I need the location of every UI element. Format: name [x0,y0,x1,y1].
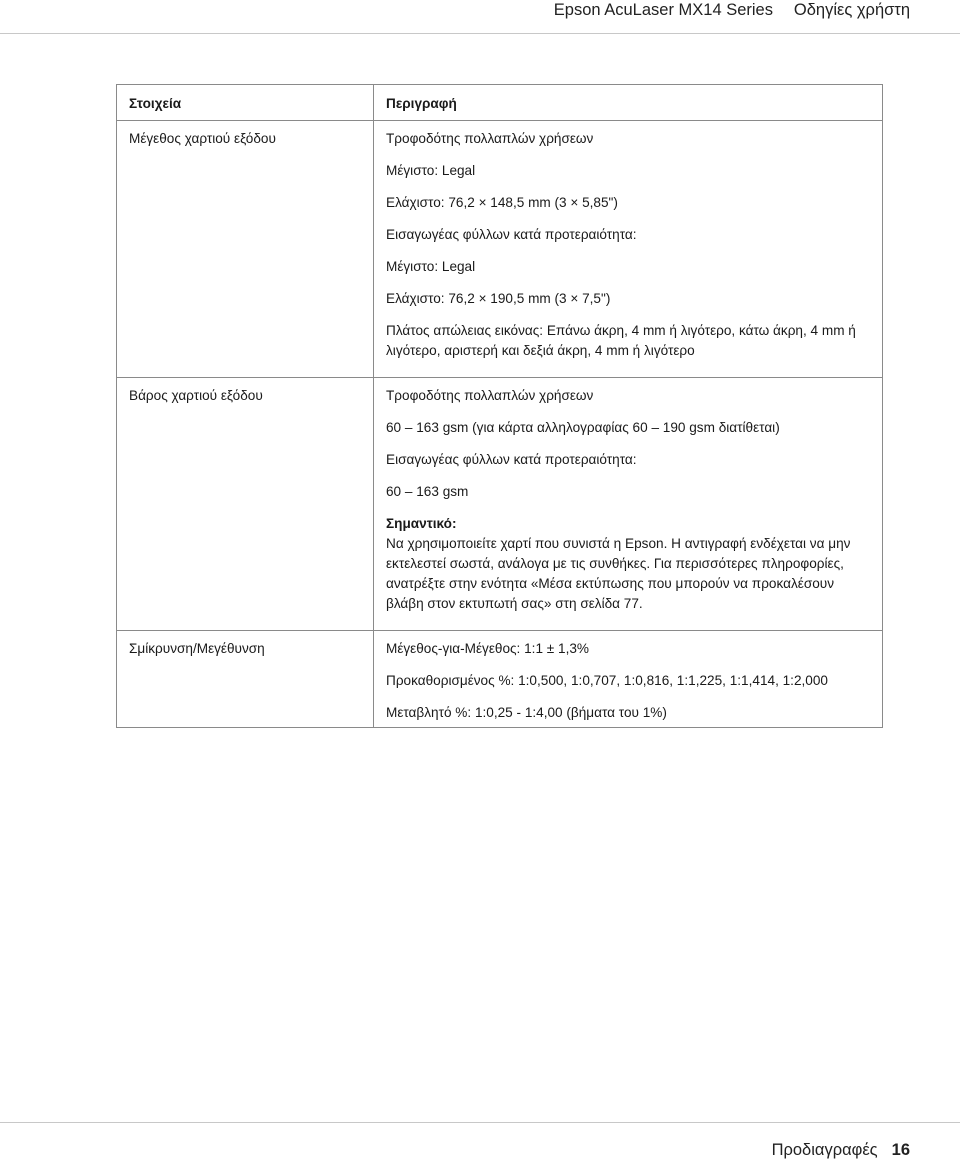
description-line: Πλάτος απώλειας εικόνας: Επάνω άκρη, 4 mm ή λιγότερο, κάτω άκρη, 4 mm ή λιγότερο, αριστερή και δεξιά άκρη, 4 mm ή λιγότερο [386,323,856,358]
description-line: Προκαθορισμένος %: 1:0,500, 1:0,707, 1:0,816, 1:1,225, 1:1,414, 1:2,000 [386,673,828,688]
page-footer [772,1141,910,1160]
row-label: Σμίκρυνση/Μεγέθυνση [117,631,374,728]
description-line: Ελάχιστο: 76,2 × 148,5 mm (3 × 5,85") [386,195,618,210]
header-divider [0,33,960,34]
section-name: Προδιαγραφές [771,1141,878,1159]
important-note-title: Σημαντικό: [386,516,457,531]
description-line: Εισαγωγέας φύλλων κατά προτεραιότητα: [386,452,637,467]
table-row-paper-weight [117,378,883,631]
description-line: Μεταβλητό %: 1:0,25 - 1:4,00 (βήματα του 1%) [386,705,667,720]
description-line: Μέγεθος-για-Μέγεθος: 1:1 ± 1,3% [386,641,590,656]
row-description [374,378,883,631]
column-header-items: Στοιχεία [117,85,374,121]
table-row-reduce-enlarge [117,631,883,728]
row-description [374,631,883,728]
important-note-text: Να χρησιμοποιείτε χαρτί που συνιστά η Epson. Η αντιγραφή ενδέχεται να μην εκτελεστεί σωστά, ανάλογα με τις συνθήκες. Για περισσότερες πληροφορίες, ανατρέξτε στην ενότητα «Μέσα εκτύπωσης που μπορούν να προκαλέσουν βλάβη στον εκτυπωτή σας» στη σελίδα 77. [386,536,851,611]
page-number: 16 [891,1141,910,1159]
table-header-row [117,85,883,121]
description-line: Τροφοδότης πολλαπλών χρήσεων [386,131,594,146]
specifications-table [116,84,883,728]
column-header-description: Περιγραφή [374,85,883,121]
description-line: Μέγιστο: Legal [386,259,476,274]
description-line: Τροφοδότης πολλαπλών χρήσεων [386,388,594,403]
description-line: 60 – 163 gsm [386,484,469,499]
description-line: Ελάχιστο: 76,2 × 190,5 mm (3 × 7,5") [386,291,611,306]
product-title: Epson AcuLaser MX14 Series [553,1,773,19]
row-label: Μέγεθος χαρτιού εξόδου [117,121,374,378]
page-header [0,0,960,28]
table-row-paper-size [117,121,883,378]
footer-divider [0,1122,960,1123]
row-label: Βάρος χαρτιού εξόδου [117,378,374,631]
document-title: Οδηγίες χρήστη [793,1,910,19]
row-description [374,121,883,378]
description-line: 60 – 163 gsm (για κάρτα αλληλογραφίας 60 – 190 gsm διατίθεται) [386,420,780,435]
description-line: Εισαγωγέας φύλλων κατά προτεραιότητα: [386,227,637,242]
description-line: Μέγιστο: Legal [386,163,476,178]
